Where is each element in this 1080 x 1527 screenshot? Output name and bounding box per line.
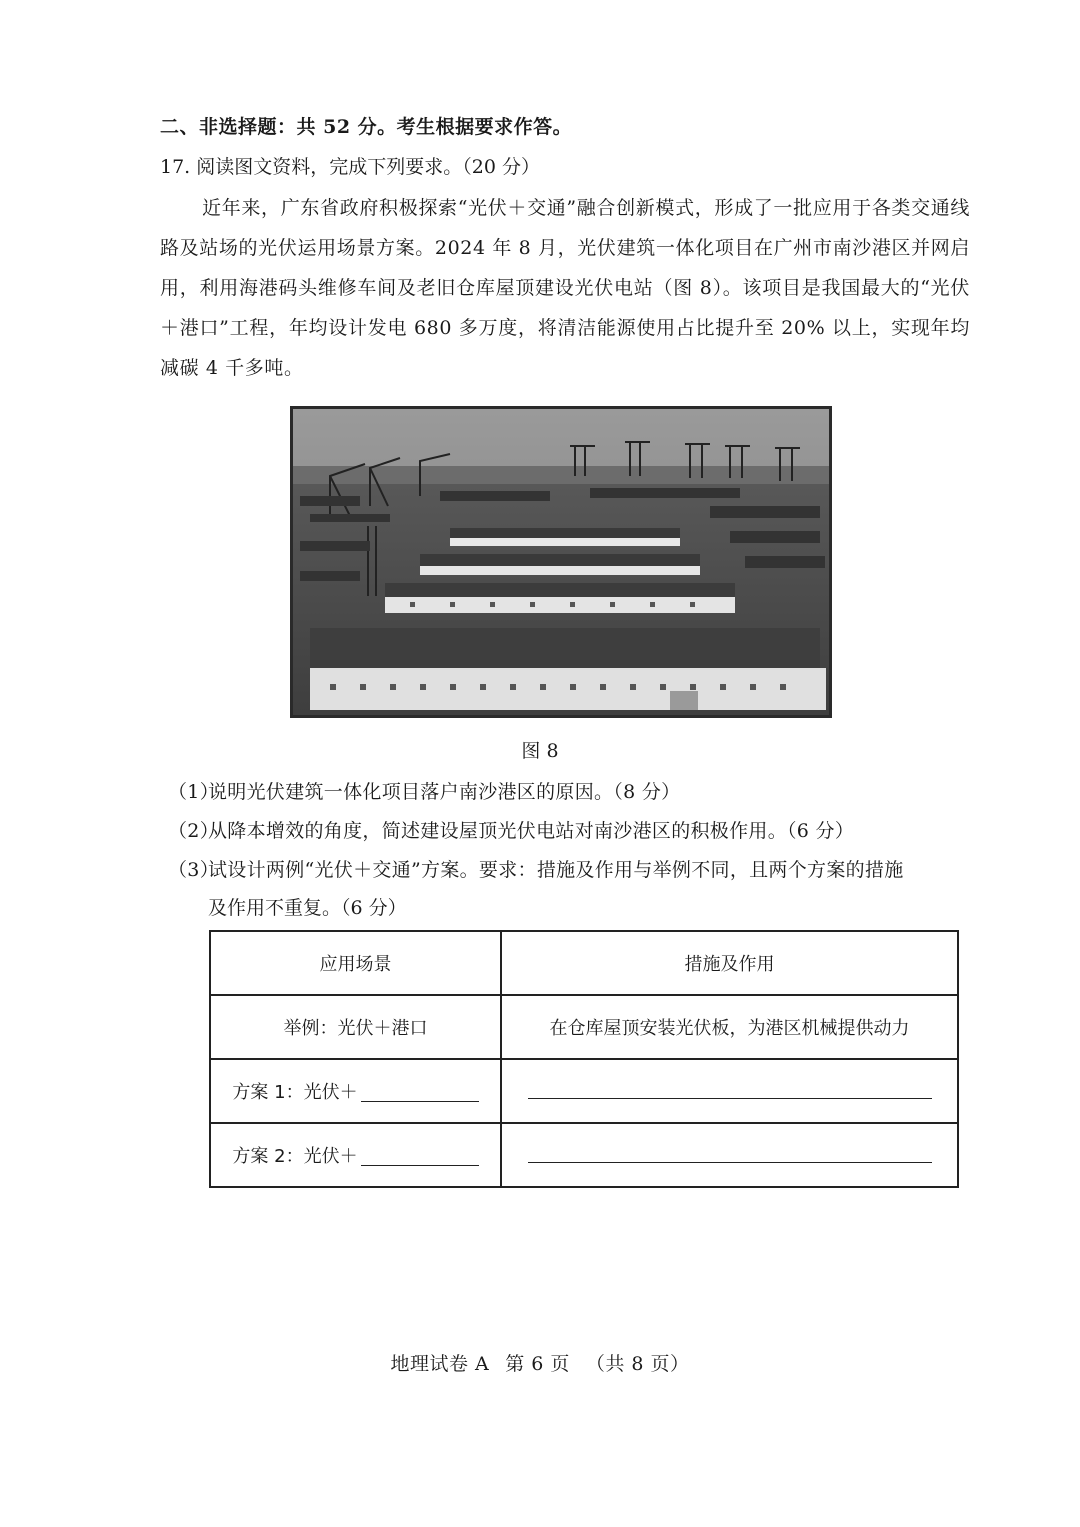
figure-caption: 图 8 — [521, 740, 559, 762]
subquestion-1 — [168, 777, 680, 804]
table-row-plan-2 — [210, 1123, 958, 1187]
plan-1-measure — [501, 1059, 958, 1123]
subquestion-3 — [168, 855, 904, 882]
table-row-plan-1 — [210, 1059, 958, 1123]
table-header-row — [210, 931, 958, 995]
subquestion-2 — [168, 816, 854, 843]
port-photo — [290, 406, 832, 718]
header-measure: 措施及作用 — [501, 931, 958, 995]
plan-1-scene — [210, 1059, 501, 1123]
subquestion-text: 说明光伏建筑一体化项目落户南沙港区的原因。（8 分） — [208, 781, 681, 803]
page-footer — [0, 1349, 1080, 1376]
plan-2-scene-blank[interactable] — [361, 1164, 479, 1166]
plan-2-scene — [210, 1123, 501, 1187]
passage-text: 近年来，广东省政府积极探索“光伏＋交通”融合创新模式，形成了一批应用于各类交通线路及站场的光伏运用场景方案。2024 年 8 月，光伏建筑一体化项目在广州市南沙港区并网启用，利用海港码头维修车间及老旧仓库屋顶建设光伏电站（图 8）。该项目是我国最大的“光伏＋港口”工程，年均设计发电 680 多万度，将清洁能源使用占比提升至 20% 以上，实现年均减碳 4 千多吨。 — [160, 197, 970, 379]
plan-2-measure-blank[interactable] — [528, 1161, 932, 1163]
plan-1-label: 方案 1：光伏＋ — [232, 1082, 358, 1103]
subquestion-number: （1） — [168, 781, 219, 803]
answer-table — [209, 930, 959, 1188]
subquestion-number: （2） — [168, 820, 219, 842]
footer-total: （共 8 页） — [585, 1353, 690, 1375]
plan-2-measure — [501, 1123, 958, 1187]
header-scene: 应用场景 — [210, 931, 501, 995]
footer-page: 第 6 页 — [505, 1353, 570, 1375]
plan-1-scene-blank[interactable] — [361, 1100, 479, 1102]
footer-subject: 地理试卷 A — [390, 1353, 490, 1375]
subquestion-number: （3） — [168, 859, 219, 881]
table-row-example — [210, 995, 958, 1059]
passage — [160, 188, 970, 388]
plan-1-measure-blank[interactable] — [528, 1097, 932, 1099]
subquestion-text: 试设计两例“光伏＋交通”方案。要求：措施及作用与举例不同，且两个方案的措施 — [208, 859, 904, 881]
plan-2-label: 方案 2：光伏＋ — [232, 1146, 358, 1167]
example-scene: 举例：光伏＋港口 — [210, 995, 501, 1059]
question-stem: 17. 阅读图文资料，完成下列要求。（20 分） — [160, 156, 540, 178]
example-measure: 在仓库屋顶安装光伏板，为港区机械提供动力 — [501, 995, 958, 1059]
port-photo-figure-8 — [290, 406, 832, 718]
subquestion-3-continuation: 及作用不重复。（6 分） — [208, 897, 407, 919]
subquestion-text: 从降本增效的角度，简述建设屋顶光伏电站对南沙港区的积极作用。（6 分） — [208, 820, 855, 842]
section-heading: 二、非选择题：共 52 分。考生根据要求作答。 — [160, 116, 573, 138]
